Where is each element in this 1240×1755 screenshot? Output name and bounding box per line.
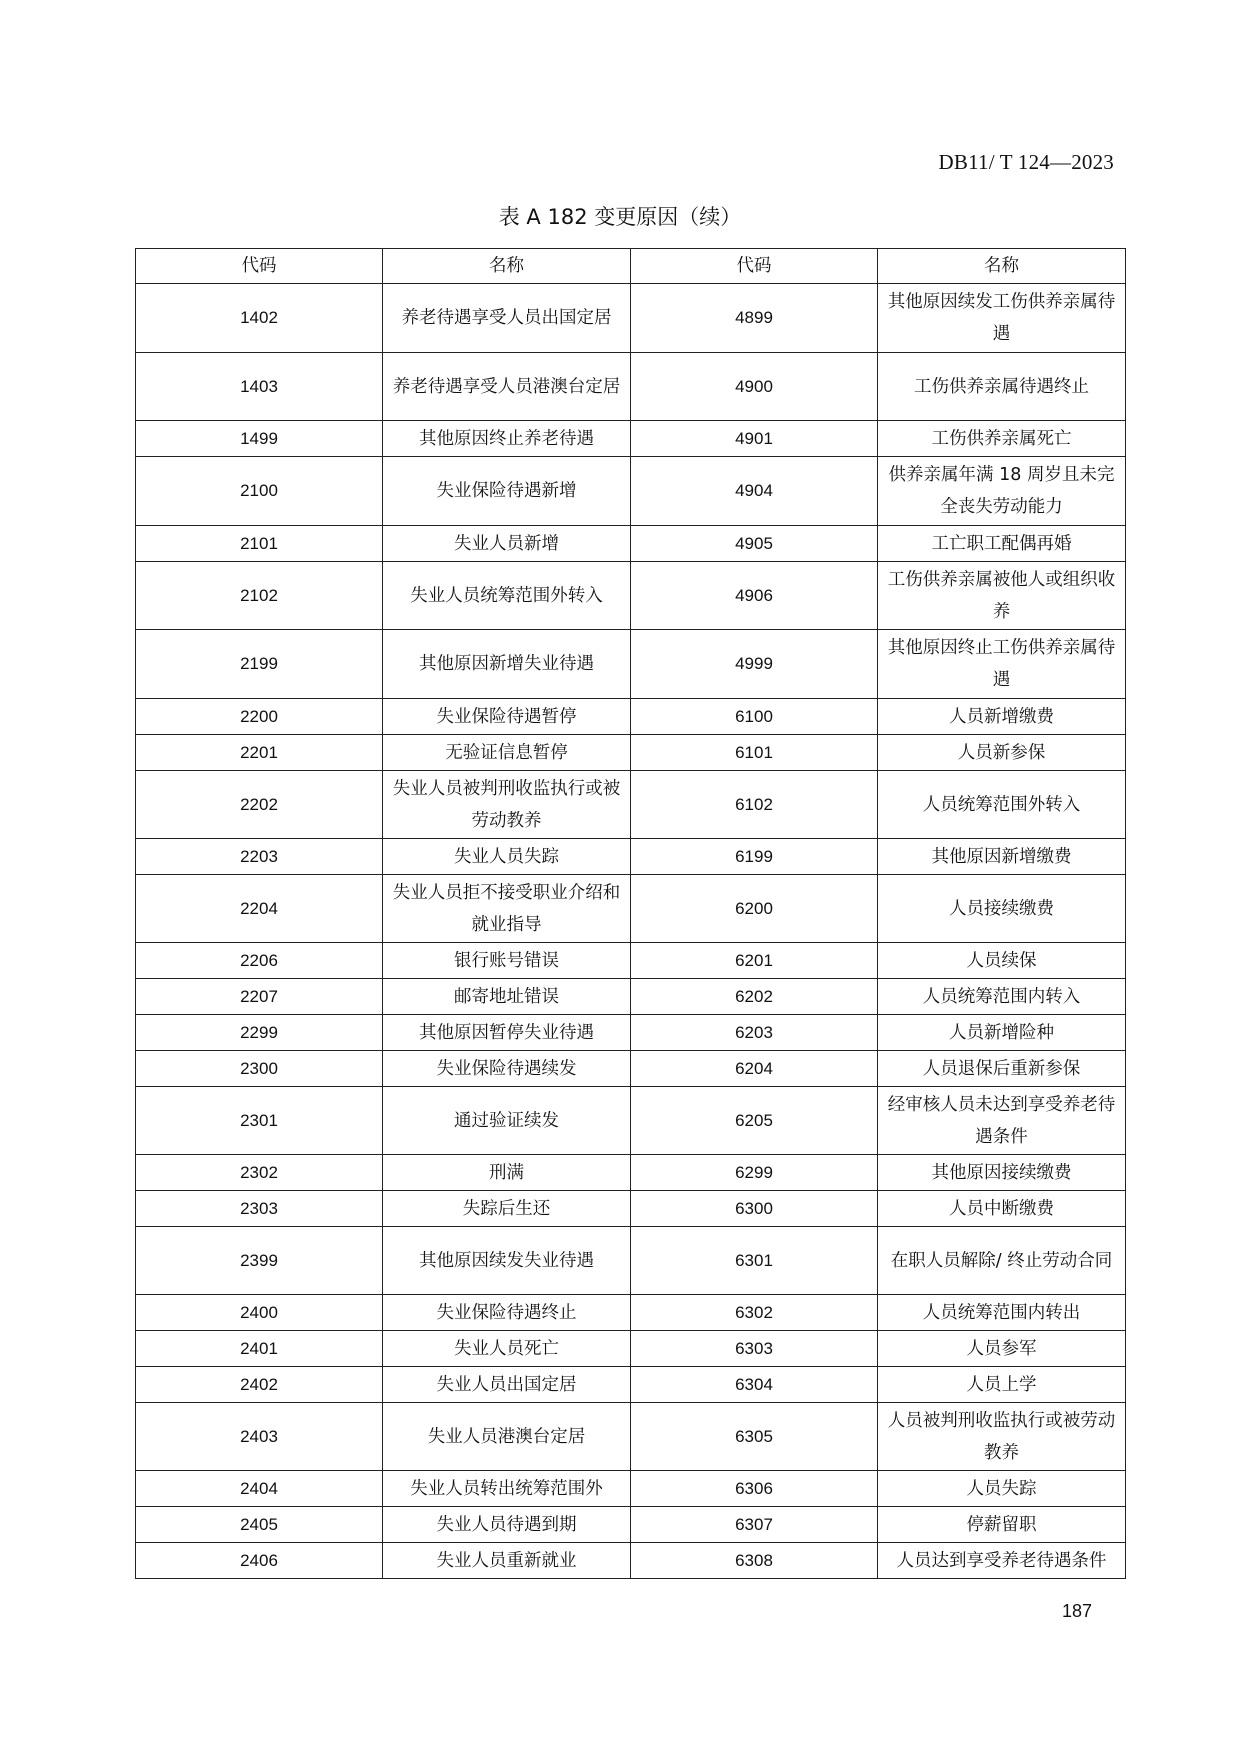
table-row (136, 1471, 1126, 1507)
code-cell: 4901 (631, 421, 878, 457)
name-cell: 人员达到享受养老待遇条件 (878, 1543, 1126, 1579)
code-cell: 6299 (631, 1155, 878, 1191)
code-cell: 6301 (631, 1227, 878, 1295)
code-cell: 6202 (631, 979, 878, 1015)
name-cell: 人员被判刑收监执行或被劳动教养 (878, 1403, 1126, 1471)
name-cell: 人员参军 (878, 1331, 1126, 1367)
code-cell: 2202 (136, 771, 383, 839)
table-row (136, 1295, 1126, 1331)
code-cell: 6201 (631, 943, 878, 979)
name-cell: 失业保险待遇终止 (383, 1295, 631, 1331)
name-cell: 失业人员重新就业 (383, 1543, 631, 1579)
table-row (136, 1403, 1126, 1471)
name-cell: 人员接续缴费 (878, 875, 1126, 943)
code-cell: 2200 (136, 699, 383, 735)
name-cell: 其他原因新增缴费 (878, 839, 1126, 875)
code-cell: 4999 (631, 630, 878, 699)
code-cell: 6102 (631, 771, 878, 839)
code-cell: 2404 (136, 1471, 383, 1507)
code-cell: 2403 (136, 1403, 383, 1471)
name-cell: 人员统筹范围外转入 (878, 771, 1126, 839)
code-cell: 2204 (136, 875, 383, 943)
code-cell: 6303 (631, 1331, 878, 1367)
name-cell: 失业保险待遇新增 (383, 457, 631, 526)
code-cell: 6307 (631, 1507, 878, 1543)
code-cell: 2405 (136, 1507, 383, 1543)
name-cell: 人员统筹范围内转入 (878, 979, 1126, 1015)
name-cell: 其他原因接续缴费 (878, 1155, 1126, 1191)
name-cell: 人员中断缴费 (878, 1191, 1126, 1227)
table-row (136, 735, 1126, 771)
name-cell: 无验证信息暂停 (383, 735, 631, 771)
code-cell: 4906 (631, 562, 878, 630)
name-cell: 工伤供养亲属被他人或组织收养 (878, 562, 1126, 630)
code-cell: 6200 (631, 875, 878, 943)
code-cell: 2199 (136, 630, 383, 699)
name-cell: 经审核人员未达到享受养老待遇条件 (878, 1087, 1126, 1155)
code-cell: 6308 (631, 1543, 878, 1579)
code-cell: 2301 (136, 1087, 383, 1155)
name-cell: 邮寄地址错误 (383, 979, 631, 1015)
name-cell: 失踪后生还 (383, 1191, 631, 1227)
name-cell: 失业人员新增 (383, 526, 631, 562)
table-row (136, 1191, 1126, 1227)
table-row (136, 979, 1126, 1015)
standard-code: DB11/ T 124—2023 (938, 150, 1114, 174)
code-cell: 2203 (136, 839, 383, 875)
name-cell: 刑满 (383, 1155, 631, 1191)
table-row (136, 771, 1126, 839)
name-cell: 工伤供养亲属死亡 (878, 421, 1126, 457)
column-header-name: 名称 (878, 249, 1126, 284)
column-header-code: 代码 (631, 249, 878, 284)
name-cell: 失业保险待遇续发 (383, 1051, 631, 1087)
table-row (136, 526, 1126, 562)
name-cell: 人员新增缴费 (878, 699, 1126, 735)
table-header-row (136, 249, 1126, 284)
code-cell: 2102 (136, 562, 383, 630)
name-cell: 其他原因续发失业待遇 (383, 1227, 631, 1295)
name-cell: 失业人员死亡 (383, 1331, 631, 1367)
code-cell: 6300 (631, 1191, 878, 1227)
table-row (136, 699, 1126, 735)
code-cell: 6305 (631, 1403, 878, 1471)
code-cell: 6204 (631, 1051, 878, 1087)
name-cell: 失业人员转出统筹范围外 (383, 1471, 631, 1507)
code-cell: 4900 (631, 353, 878, 421)
table-row (136, 1331, 1126, 1367)
name-cell: 工伤供养亲属待遇终止 (878, 353, 1126, 421)
name-cell: 人员新参保 (878, 735, 1126, 771)
table-row (136, 875, 1126, 943)
code-cell: 2399 (136, 1227, 383, 1295)
name-cell: 银行账号错误 (383, 943, 631, 979)
code-cell: 6302 (631, 1295, 878, 1331)
name-cell: 供养亲属年满 18 周岁且未完全丧失劳动能力 (878, 457, 1126, 526)
table-row (136, 284, 1126, 353)
table-row (136, 1367, 1126, 1403)
table-row (136, 630, 1126, 699)
table-row (136, 943, 1126, 979)
code-cell: 2302 (136, 1155, 383, 1191)
table-row (136, 421, 1126, 457)
name-cell: 养老待遇享受人员港澳台定居 (383, 353, 631, 421)
name-cell: 人员新增险种 (878, 1015, 1126, 1051)
table-row (136, 1051, 1126, 1087)
code-cell: 2206 (136, 943, 383, 979)
code-cell: 2299 (136, 1015, 383, 1051)
name-cell: 失业人员待遇到期 (383, 1507, 631, 1543)
code-cell: 2100 (136, 457, 383, 526)
column-header-name: 名称 (383, 249, 631, 284)
code-cell: 2400 (136, 1295, 383, 1331)
table-row (136, 562, 1126, 630)
name-cell: 失业人员统筹范围外转入 (383, 562, 631, 630)
table-row (136, 1015, 1126, 1051)
code-cell: 2402 (136, 1367, 383, 1403)
table-row (136, 353, 1126, 421)
code-cell: 2207 (136, 979, 383, 1015)
table-row (136, 1227, 1126, 1295)
name-cell: 工亡职工配偶再婚 (878, 526, 1126, 562)
code-cell: 6306 (631, 1471, 878, 1507)
name-cell: 养老待遇享受人员出国定居 (383, 284, 631, 353)
code-cell: 2406 (136, 1543, 383, 1579)
table-title: 表 A 182 变更原因（续） (498, 205, 742, 229)
code-cell: 6199 (631, 839, 878, 875)
column-header-code: 代码 (136, 249, 383, 284)
code-cell: 6101 (631, 735, 878, 771)
name-cell: 其他原因新增失业待遇 (383, 630, 631, 699)
name-cell: 失业人员拒不接受职业介绍和就业指导 (383, 875, 631, 943)
code-cell: 6100 (631, 699, 878, 735)
name-cell: 失业人员被判刑收监执行或被劳动教养 (383, 771, 631, 839)
name-cell: 人员失踪 (878, 1471, 1126, 1507)
code-cell: 4904 (631, 457, 878, 526)
code-cell: 2401 (136, 1331, 383, 1367)
name-cell: 其他原因续发工伤供养亲属待遇 (878, 284, 1126, 353)
table-row (136, 839, 1126, 875)
name-cell: 失业人员失踪 (383, 839, 631, 875)
table-row (136, 457, 1126, 526)
page-number: 187 (1061, 1601, 1092, 1621)
name-cell: 停薪留职 (878, 1507, 1126, 1543)
name-cell: 通过验证续发 (383, 1087, 631, 1155)
name-cell: 人员退保后重新参保 (878, 1051, 1126, 1087)
name-cell: 人员统筹范围内转出 (878, 1295, 1126, 1331)
code-cell: 4905 (631, 526, 878, 562)
code-cell: 2303 (136, 1191, 383, 1227)
code-cell: 1499 (136, 421, 383, 457)
name-cell: 失业人员出国定居 (383, 1367, 631, 1403)
name-cell: 其他原因终止工伤供养亲属待遇 (878, 630, 1126, 699)
table-row (136, 1543, 1126, 1579)
code-cell: 2101 (136, 526, 383, 562)
code-cell: 4899 (631, 284, 878, 353)
name-cell: 失业保险待遇暂停 (383, 699, 631, 735)
code-cell: 6203 (631, 1015, 878, 1051)
name-cell: 失业人员港澳台定居 (383, 1403, 631, 1471)
table-row (136, 1155, 1126, 1191)
name-cell: 在职人员解除/ 终止劳动合同 (878, 1227, 1126, 1295)
code-cell: 2300 (136, 1051, 383, 1087)
code-cell: 1402 (136, 284, 383, 353)
code-cell: 2201 (136, 735, 383, 771)
table-row (136, 1507, 1126, 1543)
change-reason-table (135, 248, 1126, 1579)
name-cell: 人员续保 (878, 943, 1126, 979)
code-cell: 6304 (631, 1367, 878, 1403)
code-cell: 1403 (136, 353, 383, 421)
name-cell: 其他原因暂停失业待遇 (383, 1015, 631, 1051)
code-cell: 6205 (631, 1087, 878, 1155)
table-row (136, 1087, 1126, 1155)
name-cell: 其他原因终止养老待遇 (383, 421, 631, 457)
name-cell: 人员上学 (878, 1367, 1126, 1403)
